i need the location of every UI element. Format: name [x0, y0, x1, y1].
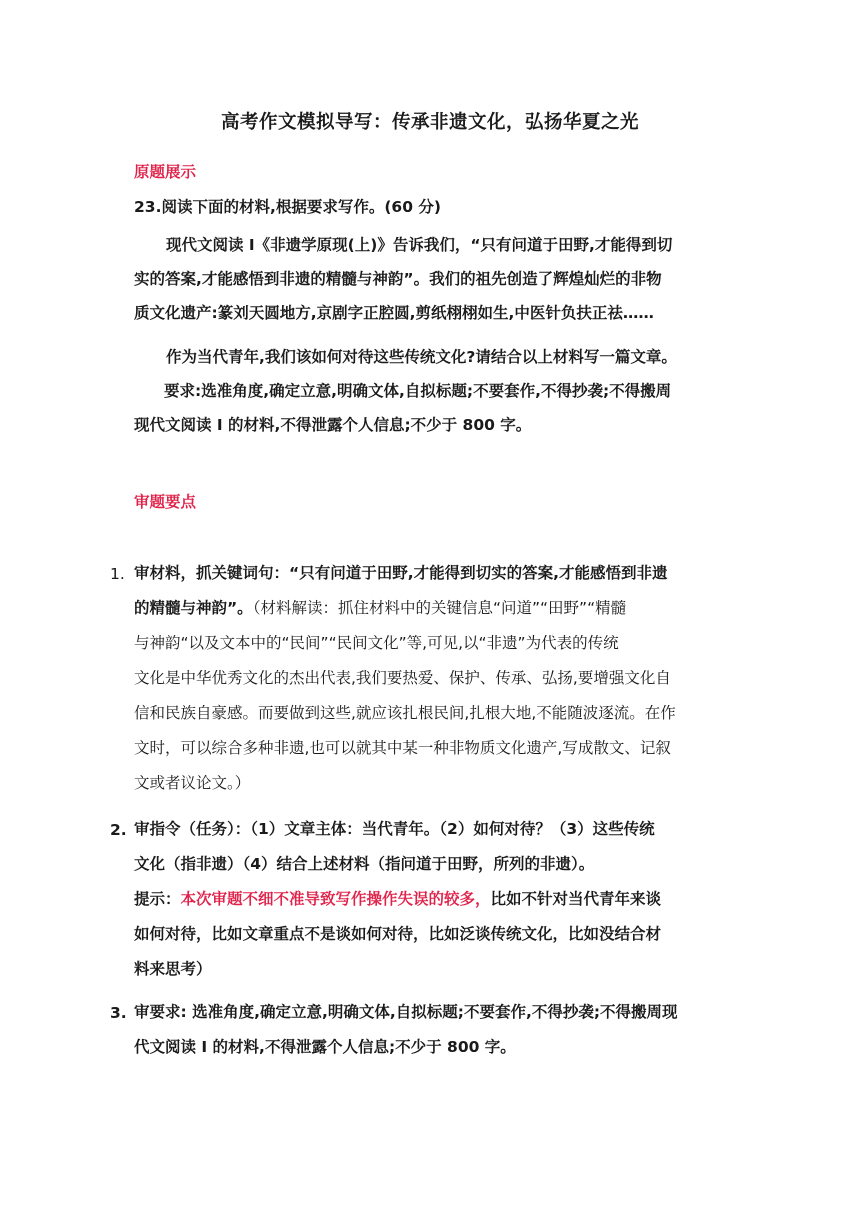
item-text: 审要求: 选准角度,确定立意,明确文体,自拟标题;不要套作,不得抄袭;不得搬周现	[134, 1003, 678, 1021]
list-number: 1.	[110, 565, 125, 583]
item-text: 信和民族自豪感。而要做到这些,就应该扎根民间,扎根大地,不能随波逐流。在作	[134, 704, 676, 722]
hint-text: 如何对待，比如文章重点不是谈如何对待，比如泛谈传统文化，比如没结合材	[134, 925, 662, 943]
material-paragraph	[134, 228, 744, 330]
section-heading-key-points: 审题要点	[134, 493, 197, 511]
item-text: 与神韵“以及文本中的“民间”“民间文化”等,可见,以“非遗”为代表的传统	[134, 634, 619, 652]
requirement-line: 现代文阅读 I 的材料,不得泄露个人信息;不少于 800 字。	[134, 416, 532, 434]
item-text: 审指令（任务）：（1）文章主体：当代青年。（2）如何对待？（3）这些传统	[134, 820, 655, 838]
material-line: 质文化遗产:篆刘天圆地方,京剧字正腔圆,剪纸栩栩如生,中医针负扶正祛……	[134, 304, 654, 322]
item-text: 文或者议论文。）	[134, 774, 251, 792]
document-title: 高考作文模拟导写：传承非遗文化，弘扬华夏之光	[220, 112, 639, 133]
prompt-paragraph	[134, 340, 744, 374]
item-text: 代文阅读 I 的材料,不得泄露个人信息;不少于 800 字。	[134, 1038, 516, 1056]
list-number: 2.	[110, 821, 127, 839]
requirement-paragraph	[134, 374, 744, 442]
list-item	[134, 995, 744, 1065]
item-text: 文化是中华优秀文化的杰出代表,我们要热爱、保护、传承、弘扬,要增强文化自	[134, 669, 671, 687]
hint-text: 料来思考）	[134, 960, 212, 978]
list-number: 3.	[110, 1004, 127, 1022]
list-item	[134, 812, 744, 987]
prompt-line: 作为当代青年,我们该如何对待这些传统文化?请结合以上材料写一篇文章。	[166, 348, 677, 366]
item-bold-text: 的精髓与神韵”。	[134, 599, 253, 617]
item-bold-text: 审材料，抓关键词句：“只有问道于田野,才能得到切实的答案,才能感悟到非遗	[134, 564, 668, 582]
hint-text: 比如不针对当代青年来谈	[490, 890, 662, 908]
requirement-line: 要求:选准角度,确定立意,明确文体,自拟标题;不要套作,不得抄袭;不得搬周	[164, 382, 672, 400]
material-line: 现代文阅读 I《非遗学原现(上)》告诉我们，“只有问道于田野,才能得到切	[166, 236, 673, 254]
question-line: 23.阅读下面的材料,根据要求写作。(60 分)	[134, 198, 441, 216]
hint-red-text: 本次审题不细不准导致写作操作失误的较多，	[180, 890, 491, 908]
list-item	[134, 556, 744, 801]
item-text: 文时，可以综合多种非遗,也可以就其中某一种非物质文化遗产,写成散文、记叙	[134, 739, 671, 757]
material-line: 实的答案,才能感悟到非遗的精髓与神韵”。我们的祖先创造了辉煌灿烂的非物	[134, 270, 662, 288]
hint-label: 提示：	[134, 890, 181, 908]
item-text: 文化（指非遗）（4）结合上述材料（指问道于田野，所列的非遗）。	[134, 855, 595, 873]
section-heading-original-question: 原题展示	[134, 163, 197, 181]
item-text: （材料解读：抓住材料中的关键信息“问道”“田野”“精髓	[252, 599, 627, 617]
